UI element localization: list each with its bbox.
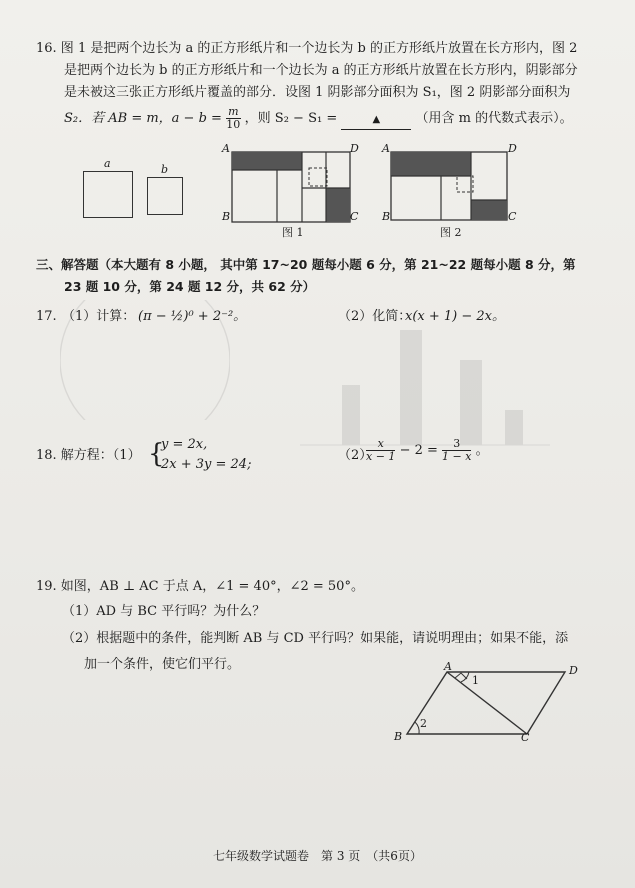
fig2-point-c: C (508, 210, 517, 223)
section3-header-line1: 三、解答题（本大题有 8 小题， 其中第 17~20 题每小题 6 分，第 21~22 题每小题 8 分，第 (36, 257, 576, 272)
square-a-label: a (104, 157, 111, 170)
square-b-label: b (161, 163, 169, 176)
q16-answer-blank (341, 110, 411, 130)
blank-triangle-mark: ▲ (372, 114, 381, 125)
fig1-point-b: B (222, 210, 231, 223)
q19-figure (385, 660, 585, 750)
q18-number: 18. 解方程：（1） (36, 448, 141, 463)
q18-equation-2: 2x + 3y = 24; (161, 457, 252, 472)
q18-fraction-1 (366, 438, 395, 463)
fig2-point-d: D (508, 142, 517, 155)
q17-number: 17. (36, 309, 57, 324)
q19-sub2: （2）根据题中的条件，能判断 AB 与 CD 平行吗？如果能，请说明理由；如果不能，添 (62, 631, 569, 646)
brace-glyph: { (148, 439, 165, 469)
square-b (147, 177, 183, 215)
q19-point-c: C (521, 731, 530, 744)
fig2-point-b: B (382, 210, 391, 223)
q19-point-b: B (394, 730, 403, 743)
fig1-point-c: C (350, 210, 359, 223)
angle-1-label: 1 (472, 674, 479, 687)
q16-fraction-num: m (228, 105, 239, 118)
q18-mid: − 2 = (399, 443, 438, 458)
q18-fraction-2-num: 3 (442, 438, 471, 451)
q17-part1-label: （1）计算： (62, 309, 136, 324)
fig1-point-d: D (350, 142, 359, 155)
q18-end: 。 (475, 443, 489, 458)
angle-2-label: 2 (420, 717, 427, 730)
q16-line4-post: （用含 m 的代数式表示）。 (415, 111, 573, 126)
q16-line4-mid: ，则 S₂ − S₁ = (244, 111, 338, 126)
q17-part2-expression: x(x + 1) − 2x。 (405, 309, 505, 324)
square-a (83, 171, 133, 218)
q16-line4 (64, 106, 573, 131)
fig2-point-a: A (382, 142, 390, 155)
q19-line1: 19. 如图，AB ⊥ AC 于点 A，∠1 = 40°，∠2 = 50°。 (36, 579, 364, 594)
q16-fraction (226, 106, 240, 131)
q18-fraction-1-den: x − 1 (366, 450, 396, 463)
q18-part2-expression (366, 438, 489, 463)
fig2-caption: 图 2 (440, 226, 462, 239)
section3-header-line2: 23 题 10 分，第 24 题 12 分，共 62 分） (64, 279, 316, 294)
q16-line2: 是把两个边长为 b 的正方形纸片和一个边长为 a 的正方形纸片放置在长方形内，阴影部分 (64, 63, 578, 78)
q16-line3: 是未被这三张正方形纸片覆盖的部分．设图 1 阴影部分面积为 S₁，图 2 阴影部分面积为 (64, 85, 571, 100)
q16-line4-pre: S₂．若 AB = m，a − b = (64, 111, 222, 126)
q16-fraction-den: 10 (226, 118, 241, 131)
q19-point-a: A (444, 660, 452, 673)
q18-part2-label: （2） (338, 448, 373, 463)
q17-part2-label: （2）化简： (338, 309, 412, 324)
q19-sub2b: 加一个条件，使它们平行。 (84, 657, 241, 672)
figure-2 (385, 148, 515, 233)
q18-fraction-1-num: x (366, 438, 395, 451)
q19-sub1: （1）AD 与 BC 平行吗？为什么？ (62, 604, 266, 619)
q18-fraction-2 (442, 438, 471, 463)
q18-equation-1: y = 2x, (161, 437, 208, 452)
q17-part1-expression: (π − ½)⁰ + 2⁻²。 (138, 309, 247, 324)
q19-point-d: D (569, 664, 578, 677)
fig1-point-a: A (222, 142, 230, 155)
q18-fraction-2-den: 1 − x (442, 450, 472, 463)
q16-line1: 16. 图 1 是把两个边长为 a 的正方形纸片和一个边长为 b 的正方形纸片放置在长方形内，图 2 (36, 41, 578, 56)
page-footer: 七年级数学试题卷 第 3 页 （共6页） (213, 849, 422, 863)
fig1-caption: 图 1 (282, 226, 304, 239)
figure-1 (222, 148, 362, 233)
